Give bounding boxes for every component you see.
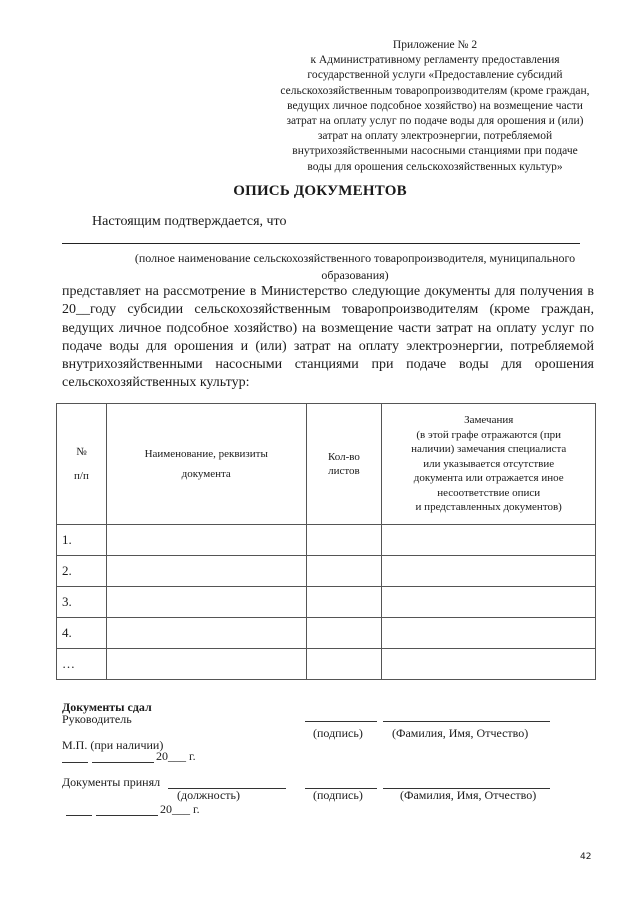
organization-hint — [110, 250, 600, 284]
document-name-cell[interactable] — [106, 556, 306, 587]
fio-caption: (Фамилия, Имя, Отчество) — [392, 726, 529, 740]
appendix-header — [250, 38, 620, 175]
header-sheets-line: листов — [328, 465, 360, 477]
row-number: 3. — [57, 587, 107, 618]
appendix-line: сельскохозяйственным товаропроизводителям (кроме граждан, — [280, 84, 590, 97]
organization-hint-line: образования) — [321, 268, 389, 282]
header-number — [57, 404, 107, 525]
signature-line[interactable] — [305, 721, 377, 722]
header-remarks-line: или указывается отсутствие — [423, 457, 555, 470]
header-remarks-line: Замечания — [464, 414, 514, 427]
sheet-count-cell[interactable] — [306, 556, 382, 587]
document-name-cell[interactable] — [106, 587, 306, 618]
appendix-line: к Административному регламенту предоставления — [310, 54, 560, 67]
document-name-cell[interactable] — [106, 525, 306, 556]
table-row — [57, 525, 596, 556]
row-number: 4. — [57, 618, 107, 649]
header-sheet-count — [306, 404, 382, 525]
table-row — [57, 649, 596, 680]
fio-caption: (Фамилия, Имя, Отчество) — [400, 788, 537, 802]
remarks-cell[interactable] — [382, 587, 596, 618]
date-year: 20___ г. — [156, 749, 196, 763]
fio-line[interactable] — [383, 721, 550, 722]
appendix-line: внутрихозяйственными насосными станциями при подаче — [292, 145, 578, 158]
row-number: 2. — [57, 556, 107, 587]
header-remarks — [382, 404, 596, 525]
appendix-line: Приложение № 2 — [392, 39, 478, 51]
header-name-line: Наименование, реквизиты — [144, 448, 268, 460]
header-name-line: документа — [181, 467, 231, 480]
remarks-cell[interactable] — [382, 618, 596, 649]
header-remarks-line: наличии) замечания специалиста — [411, 443, 567, 456]
table-row — [57, 587, 596, 618]
header-sheets-line: Кол-во — [327, 450, 360, 463]
row-number: 1. — [57, 525, 107, 556]
header-remarks-line: и представленных документов) — [415, 501, 562, 514]
sheet-count-cell[interactable] — [306, 587, 382, 618]
signature-caption: (подпись) — [313, 788, 363, 802]
header-remarks-line: (в этой графе отражаются (при — [416, 428, 561, 441]
sheet-count-cell[interactable] — [306, 649, 382, 680]
date-day-line[interactable] — [62, 762, 88, 763]
confirm-text: Настоящим подтверждается, что — [92, 214, 287, 229]
header-remarks-line: несоответствие описи — [437, 486, 541, 499]
date-day-line[interactable] — [66, 815, 92, 816]
header-remarks-line: документа или отражается иное — [413, 472, 564, 485]
organization-hint-line: (полное наименование сельскохозяйственного товаропроизводителя, муниципального — [134, 251, 576, 265]
submitted-heading: Документы сдал — [62, 700, 152, 714]
document-name-cell[interactable] — [106, 649, 306, 680]
date-year: 20___ г. — [160, 802, 200, 816]
signature-caption: (подпись) — [313, 726, 363, 740]
document-title: ОПИСЬ ДОКУМЕНТОВ — [233, 183, 407, 199]
row-number: … — [57, 649, 107, 680]
header-number-line: № — [76, 445, 87, 458]
appendix-line: затрат на оплату электроэнергии, потребляемой — [317, 130, 553, 143]
table-row — [57, 556, 596, 587]
table-header-row — [57, 404, 596, 525]
appendix-line: государственной услуги «Предоставление субсидий — [307, 69, 563, 82]
sheet-count-cell[interactable] — [306, 525, 382, 556]
table-row — [57, 618, 596, 649]
sheet-count-cell[interactable] — [306, 618, 382, 649]
date-month-line[interactable] — [92, 762, 154, 763]
documents-table — [56, 403, 596, 680]
remarks-cell[interactable] — [382, 525, 596, 556]
appendix-line: ведущих личное подсобное хозяйство) на возмещение части — [287, 99, 583, 112]
remarks-cell[interactable] — [382, 649, 596, 680]
appendix-line: затрат на оплату услуг по подаче воды для орошения и (или) — [286, 115, 584, 128]
document-name-cell[interactable] — [106, 618, 306, 649]
remarks-cell[interactable] — [382, 556, 596, 587]
stamp-label: М.П. (при наличии) — [62, 738, 164, 752]
accepted-label: Документы принял — [62, 775, 161, 789]
head-label: Руководитель — [62, 712, 132, 726]
header-document-name — [106, 404, 306, 525]
date-month-line[interactable] — [96, 815, 158, 816]
position-caption: (должность) — [177, 788, 240, 802]
main-paragraph: представляет на рассмотрение в Министерство следующие документы для получения в 20__году субсидии сельскохозяйственным товаропроизводителям (кроме граждан, ведущих личное подсобное хозяйство) на возмещение части затрат на оплату услуг по подаче воды для орошения и (или) затрат на оплату электроэнергии, потребляемой внутрихозяйственными насосными станциями при подаче воды для орошения сельскохозяйственных культур: — [62, 284, 594, 391]
header-number-line: п/п — [74, 470, 89, 482]
appendix-line: воды для орошения сельскохозяйственных культур» — [307, 160, 563, 173]
organization-name-line[interactable] — [62, 243, 580, 244]
page-number: 42 — [580, 852, 592, 862]
